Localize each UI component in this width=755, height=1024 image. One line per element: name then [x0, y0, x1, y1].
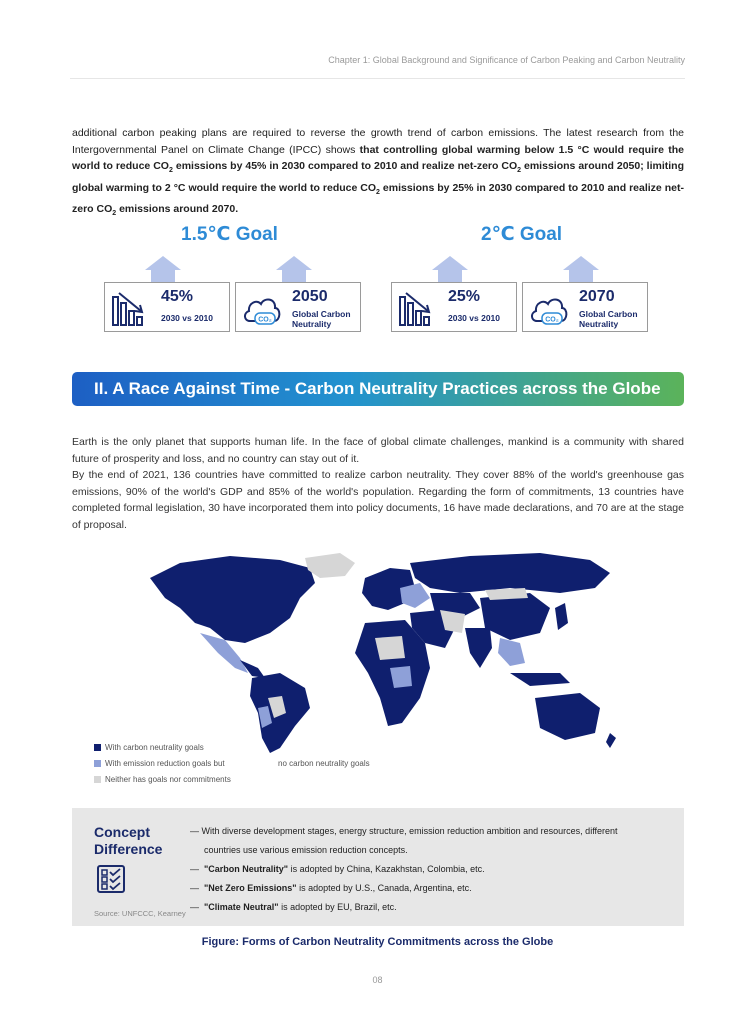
legend-swatch	[94, 776, 101, 783]
concept-line-3	[190, 879, 670, 898]
intro-bold-5: emissions around 2070.	[116, 203, 239, 216]
concept-difference-box	[72, 808, 684, 926]
neutral-year: 2070	[579, 288, 615, 305]
intro-bold-3: emissions around 2050; limiting global warming to 2 °C would require the world to reduce CO	[72, 160, 685, 194]
world-map	[140, 548, 620, 753]
neutral-caption: Global Carbon Neutrality	[292, 309, 351, 329]
legend-swatch	[94, 760, 101, 767]
concept-term: "Climate Neutral"	[204, 902, 279, 912]
neutral-year: 2050	[292, 288, 328, 305]
co2-subscript: 2	[376, 188, 380, 196]
section-banner	[72, 372, 684, 406]
figure-caption: Figure: Forms of Carbon Neutrality Commitments across the Globe	[201, 936, 554, 948]
reduction-caption: 2030 vs 2010	[161, 313, 213, 323]
map-north-america	[150, 556, 315, 643]
co2-subscript: 2	[517, 167, 522, 175]
map-japan	[555, 603, 568, 630]
co2-badge-text: CO₂	[258, 316, 272, 324]
body-paragraph-2: By the end of 2021, 136 countries have committed to realize carbon neutrality. They cover 88% of the world's greenhouse gas emissions, 90% of the world's GDP and 85% of the world's population. Regarding the form of commitments, 13 countries have completed formal legislation, 30 have incorporated them into policy documents, 16 have made declarations, and 70 are at the stage of proposal.	[72, 469, 684, 531]
map-africa-none	[375, 636, 405, 660]
concept-title-line-1: Concept	[94, 824, 150, 840]
concept-term: "Carbon Neutrality"	[204, 864, 289, 874]
concept-desc: is adopted by EU, Brazil, etc.	[278, 902, 397, 912]
bar-chart-decline-icon	[398, 289, 438, 327]
co2-subscript: 2	[112, 210, 117, 218]
checklist-icon	[96, 864, 126, 894]
legend-label: Neither has goals nor commitments	[105, 775, 231, 784]
goal-box-neutral-2	[522, 282, 648, 332]
goal-box-neutral-1-5	[235, 282, 361, 332]
concept-dash: —	[190, 902, 199, 912]
co2-badge-text: CO₂	[545, 316, 559, 324]
concept-line-1b: countries use various emission reduction concepts.	[204, 845, 408, 855]
concept-lines	[190, 822, 670, 917]
concept-desc: is adopted by China, Kazakhstan, Colombia, etc.	[288, 864, 485, 874]
goal-title-2: 2℃ Goal	[481, 224, 563, 245]
map-mongolia	[485, 588, 528, 600]
body-text	[72, 434, 684, 533]
intro-text: additional carbon peaking plans are required to reverse the growth trend of carbon emissions. The latest research from the Intergovernmental Panel on Climate Change (IPCC) shows	[72, 127, 684, 156]
body-paragraph-1: Earth is the only planet that supports human life. In the face of global climate challenges, mankind is a community with shared future of prosperity and loss, and no country can stay out of it.	[72, 436, 684, 465]
concept-title-line-2: Difference	[94, 841, 163, 857]
reduction-value: 25%	[448, 288, 481, 305]
map-india	[465, 628, 492, 668]
chapter-header: Chapter 1: Global Background and Significance of Carbon Peaking and Carbon Neutrality	[328, 55, 685, 65]
reduction-value: 45%	[161, 288, 194, 305]
source-note: Source: UNFCCC, Kearney	[94, 909, 186, 918]
legend-label: With carbon neutrality goals	[105, 743, 204, 752]
map-russia	[410, 553, 610, 593]
legend-label-continued: no carbon neutrality goals	[278, 759, 370, 768]
map-australia	[535, 693, 600, 740]
co2-cloud-icon	[529, 289, 569, 327]
intro-bold-4: emissions by 25% in 2030 compared to 2010 and realize net-zero CO	[72, 181, 684, 216]
goal-box-reduction-2	[391, 282, 517, 332]
map-new-zealand	[606, 733, 616, 748]
co2-subscript: 2	[168, 167, 173, 175]
map-china	[480, 593, 550, 640]
header-divider	[70, 78, 685, 79]
neutral-caption: Global Carbon Neutrality	[579, 309, 638, 329]
concept-line-4	[190, 898, 670, 917]
reduction-caption: 2030 vs 2010	[448, 313, 500, 323]
concept-desc: is adopted by U.S., Canada, Argentina, etc.	[296, 883, 472, 893]
intro-paragraph	[72, 125, 684, 223]
legend-item-emission	[94, 759, 225, 768]
bar-chart-decline-icon	[111, 289, 151, 327]
map-greenland	[305, 553, 355, 578]
concept-dash: —	[190, 883, 199, 893]
section-title: II. A Race Against Time - Carbon Neutrality Practices across the Globe	[94, 379, 661, 398]
legend-label: With emission reduction goals but	[105, 759, 225, 768]
legend-swatch	[94, 744, 101, 751]
intro-bold-2: emissions by 45% in 2030 compared to 2010 and realize net-zero CO	[172, 160, 518, 172]
legend-item-none	[94, 775, 231, 784]
page-number: 08	[372, 975, 383, 985]
co2-cloud-icon	[242, 289, 282, 327]
legend-item-neutral	[94, 743, 204, 752]
concept-line-1: — With diverse development stages, energy structure, emission reduction ambition and resources, different	[190, 826, 618, 836]
map-indonesia	[510, 673, 570, 686]
concept-dash: —	[190, 864, 199, 874]
concept-line-2	[190, 860, 670, 879]
concept-title	[94, 824, 162, 858]
goal-title-1-5: 1.5℃ Goal	[181, 224, 278, 245]
concept-term: "Net Zero Emissions"	[204, 883, 297, 893]
intro-bold-1: that controlling global warming below 1.5 °C would require the world to reduce CO	[72, 143, 684, 172]
map-se-asia	[498, 638, 525, 666]
goal-box-reduction-1-5	[104, 282, 230, 332]
